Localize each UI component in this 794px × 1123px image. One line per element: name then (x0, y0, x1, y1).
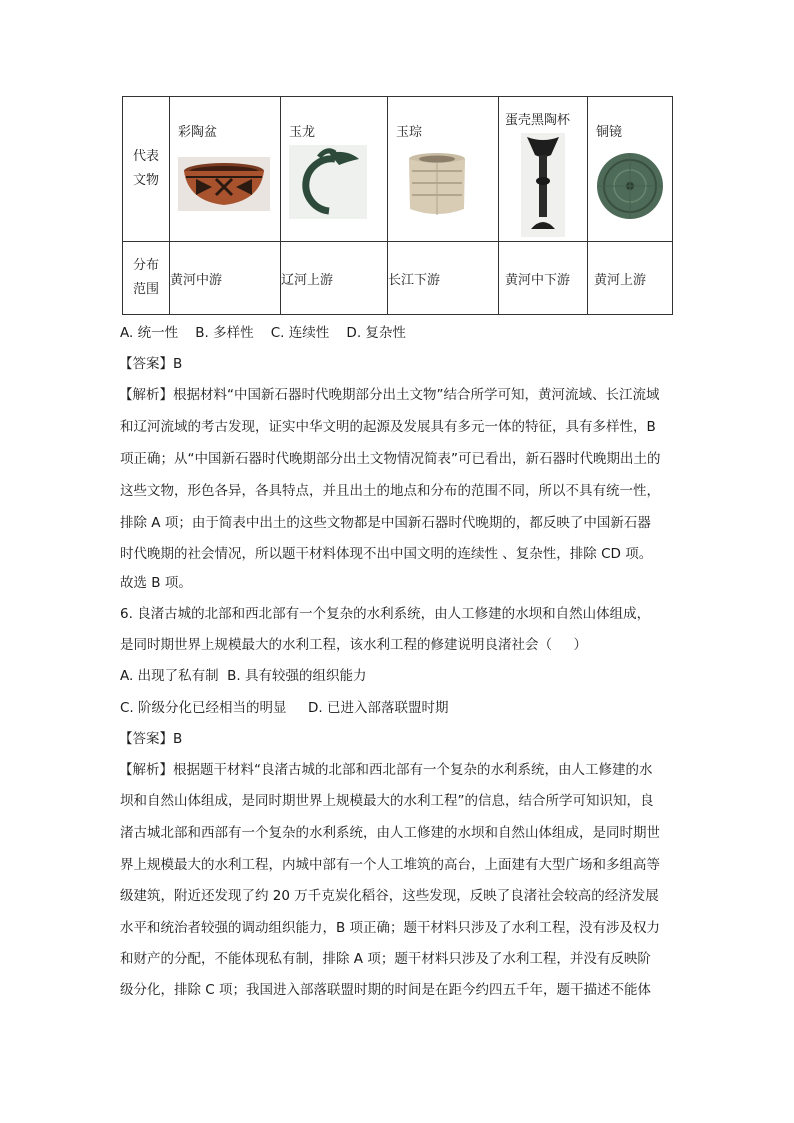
q6-analysis-line: 界上规模最大的水利工程，内城中部有一个人工堆筑的高台，上面建有大型广场和多组高等 (120, 857, 660, 873)
jade-cong-icon (396, 149, 478, 219)
q6-stem-line: 6. 良渚古城的北部和西北部有一个复杂的水利系统，由人工修建的水坝和自然山体组成， (120, 606, 651, 622)
q5-analysis-line: 排除 A 项；由于简表中出土的这些文物都是中国新石器时代晚期的，都反映了中国新石器 (120, 515, 651, 531)
artifact-cell (281, 97, 388, 242)
q5-analysis-line: 时代晚期的社会情况，所以题干材料体现不出中国文明的连续性 、复杂性，排除 CD 项。 (120, 546, 653, 562)
q6-analysis-line: 坝和自然山体组成，是同时期世界上规模最大的水利工程”的信息，结合所学可知识知，良 (120, 793, 654, 809)
artifact-cell (170, 97, 281, 242)
region-cell: 长江下游 (388, 242, 499, 315)
q6-analysis-line: 【解析】根据题干材料“良渚古城的北部和西北部有一个复杂的水利系统，由人工修建的水 (119, 762, 653, 778)
region-cell: 黄河中下游 (499, 242, 588, 315)
q5-analysis-line: 项正确；从“中国新石器时代晚期部分出土文物情况简表”可已看出，新石器时代晚期出土的 (120, 451, 661, 467)
row-header-artifacts: 代表文物 (123, 97, 170, 242)
artifact-name: 彩陶盆 (178, 125, 218, 140)
region-cell: 辽河上游 (281, 242, 388, 315)
painted-pottery-basin-icon (178, 157, 270, 211)
artifact-row (123, 97, 673, 242)
q6-answer: 【答案】B (119, 731, 183, 747)
q5-analysis-line: 和辽河流域的考古发现，证实中华文明的起源及发展具有多元一体的特征，具有多样性，B (120, 419, 656, 435)
q5-options: A. 统一性 B. 多样性 C. 连续性 D. 复杂性 (120, 325, 406, 341)
q6-option-cd: C. 阶级分化已经相当的明显 D. 已进入部落联盟时期 (120, 700, 449, 716)
q6-analysis-line: 和财产的分配，不能体现私有制，排除 A 项；题干材料只涉及了水利工程，并没有反映阶 (120, 951, 651, 967)
artifact-name: 铜镜 (596, 125, 623, 140)
q5-answer: 【答案】B (119, 356, 183, 372)
q5-analysis-line: 故选 B 项。 (120, 575, 192, 591)
artifact-cell (499, 97, 588, 242)
q6-analysis-line: 渚古城北部和西部有一个复杂的水利系统，由人工修建的水坝和自然山体组成，是同时期世 (120, 825, 660, 841)
region-cell: 黄河中游 (170, 242, 281, 315)
eggshell-black-pottery-cup-icon (521, 133, 565, 237)
bronze-mirror-icon (595, 152, 665, 220)
jade-dragon-icon (289, 145, 367, 219)
artifact-cell (388, 97, 499, 242)
artifact-name: 玉龙 (289, 125, 316, 140)
artifact-name: 玉琮 (396, 125, 423, 140)
artifact-name: 蛋壳黑陶杯 (505, 113, 571, 128)
q5-analysis-line: 这些文物，形色各异，各具特点，并且出土的地点和分布的范围不同，所以不具有统一性， (120, 483, 660, 499)
q6-analysis-line: 级建筑，附近还发现了约 20 万千克炭化稻谷，这些发现，反映了良渚社会较高的经济发展 (120, 888, 659, 904)
q6-option-ab: A. 出现了私有制 B. 具有较强的组织能力 (120, 668, 367, 684)
q6-analysis-line: 级分化，排除 C 项；我国进入部落联盟时期的时间是在距今约四五千年，题干描述不能体 (120, 982, 652, 998)
artifact-cell (588, 97, 673, 242)
row-header-regions: 分布范围 (123, 242, 170, 315)
q6-stem-line: 是同时期世界上规模最大的水利工程，该水利工程的修建说明良渚社会（ ） (120, 637, 587, 653)
q5-analysis-line: 【解析】根据材料“中国新石器时代晚期部分出土文物”结合所学可知，黄河流域、长江流域 (119, 387, 660, 403)
region-cell: 黄河上游 (588, 242, 673, 315)
artifact-table (122, 96, 673, 315)
q6-analysis-line: 水平和统治者较强的调动组织能力，B 项正确；题干材料只涉及了水利工程，没有涉及权力 (120, 920, 661, 936)
region-row (123, 242, 673, 315)
